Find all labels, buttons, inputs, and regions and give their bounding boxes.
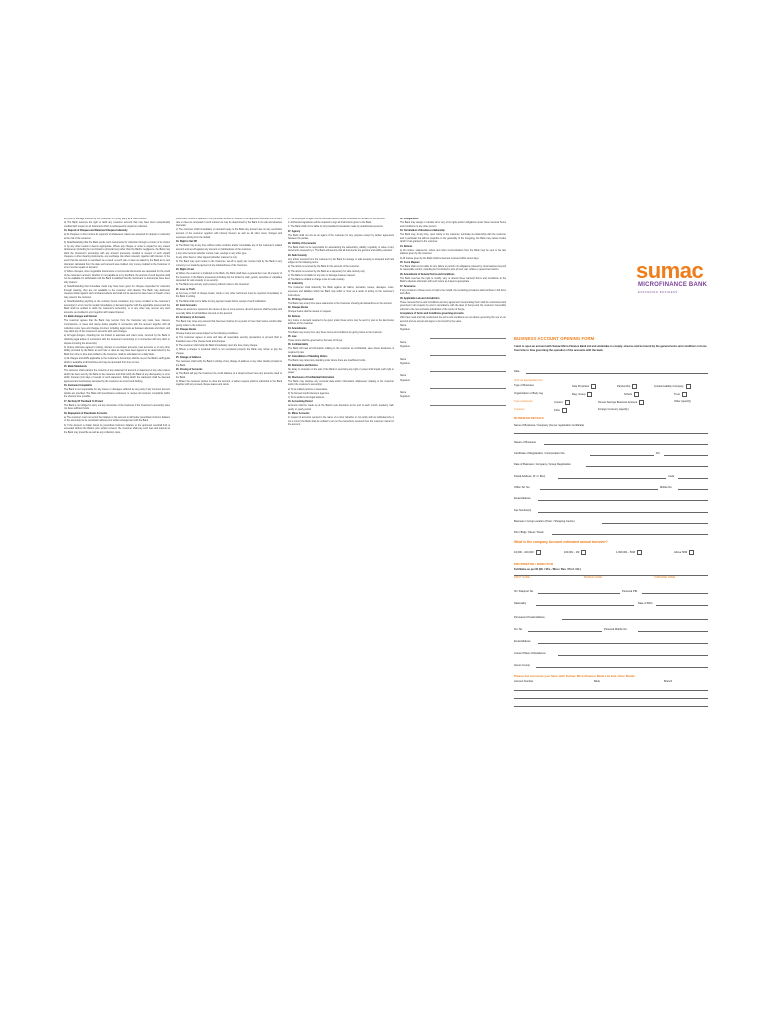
signature-line[interactable] [430,368,506,372]
terms-paragraph: 17. No Duty Of The Bank To Protect [64,400,104,403]
business-name-field[interactable] [514,433,708,434]
certificate-field[interactable] [590,455,654,456]
form-title: BUSINESS ACCOUNT OPENING FORM [514,336,595,341]
terms-paragraph: a) Any loss or theft of cheque books, cards or any other instrument must be reported immediately to the Bank in writing. [176,292,282,299]
terms-paragraph: The Bank may, at any time, upon notice to the customer, terminate its relationship with the customer and in particular but without prejudice to the generality of the foregoing, the Bank may cancel credits which it has granted to the customer. [400,234,506,244]
terms-paragraph: The Bank is not responsible for any losses or damages suffered by any party if any incorrect account details are provided. The Bank will nevertheless endeavour to resolve all customer complaints within the shortest time possible. [64,389,170,399]
office-tel-label: Office Tel. No. [514,486,531,489]
terms-paragraph: Signature [400,396,410,399]
tel-label: Tel. No. [514,628,523,631]
terms-paragraph: In respect of accounts opened in the name of a minor (whether or not jointly with an individual who is not a minor) the Bank shall be entitled to act on the instructions received from the customer named in the account. [288,417,394,427]
nationality-field[interactable] [536,605,634,606]
terms-paragraph: Signature [400,329,410,332]
plot-field[interactable] [552,534,708,535]
tel-field[interactable] [528,631,602,632]
terms-paragraph: The Bank may at any time issue statements to the Customer showing all transactions on the account. [288,302,393,305]
terms-paragraph: These General Terms and Conditions and any agreement incorporating them shall be constructed and governed in all respects by and in accordance with the laws of Kenya and the customer irrevocably submits to the non-exclusive jurisdiction of the courts of Kenya. [400,301,506,311]
checkbox[interactable] [689,550,694,555]
terms-paragraph: The Bank shall not be responsible for ascertaining the authenticity, validity, regularity or value of any documents received by it. The Bank will assume that all documents are genuine and validly executed. [288,246,394,253]
signature-line[interactable] [430,385,506,389]
branch-label: Branch [664,680,673,683]
terms-paragraph: 39. Disclosure of Confidential Information [288,376,335,379]
checkbox[interactable] [581,550,586,555]
checkbox[interactable] [639,400,644,405]
turnover-opt-4[interactable]: Above 50M [674,550,694,555]
terms-paragraph: 15. Bank Statements [64,365,87,368]
type-business-label: Type of Business [514,384,534,387]
terms-paragraph: Cheque books shall be issued on request. [288,311,332,314]
checkbox[interactable] [562,408,567,413]
terms-paragraph: 20. Right of Lien [176,268,195,271]
mobile-label: Mobile No. [660,486,673,489]
sumac-logo [636,260,708,302]
mobile-field[interactable] [678,489,708,490]
terms-paragraph: Name [400,358,407,361]
terms-paragraph: c) The customer shall immediately on demand repay to the Bank any amount due on any overdrawn account of the customer together with interest thereon as well as all other costs, charges and expenses arising from the default. [176,229,282,239]
terms-paragraph: a) The article is received by the Bank for the account of the customer. [288,266,360,269]
surname-label: SURNAME NAME [654,576,676,579]
terms-paragraph: These terms shall be governed by the laws of Kenya. [288,340,343,343]
turnover-opt-1[interactable]: 10,000 - 100,000 [514,550,541,555]
terms-paragraph: 37. Cancellation of Standing Orders [288,356,328,359]
type-business-row [514,384,534,387]
passport-field[interactable] [538,593,620,594]
terms-paragraph: b) The Bank shall not be liable for any payment made before receipt of such notification. [176,300,267,303]
terms-paragraph: 35. Law [288,335,297,338]
opt-partnership[interactable]: Partnership [617,384,637,389]
terms-paragraph: c) Where cheques, other negotiable instruments or commercial documents are deposited for the credit of the customer's account, whether or not payable at or by the Bank, the amount of such deposits shall not be available for withdrawal until the Bank is satisfied that the instrument or documents have been duly cleared. [64,271,170,285]
checkbox[interactable] [565,400,570,405]
terms-paragraph: 21. Loss or Theft [176,288,195,291]
postal-field[interactable] [558,478,666,479]
account-number-label: Account Number [514,680,534,683]
terms-paragraph: 48. Applicable Law and Jurisdiction [400,297,440,300]
code-label: Code [668,475,675,478]
terms-paragraph: 22. Joint Accounts [176,304,197,307]
terms-paragraph: 34. Amendments [288,327,307,330]
terms-paragraph: 44. Notices [400,245,413,248]
email-field[interactable] [538,500,708,501]
org-label: Organization or Body reg [514,392,543,395]
terms-paragraph: d) Notwithstanding that immediate credit may have been given for cheques deposited for collection through clearing, they are not available to the customer until cleared. The Bank may dishonour cheques drawn against such uncleared effects and shall not be deemed to have been in breach of any duty owed to the customer. [64,286,170,300]
opt-trust[interactable]: Trust [674,392,687,397]
terms-paragraph: 27. Agency [288,230,301,233]
form-intro: I wish to open an account with Sumac Micro-Finance Bank Ltd and undertake to comply, observe and be bound by the general terms and conditions in force from time to time governing the operation of the accounts with the bank. [514,345,707,352]
bank-label: Bank [594,680,600,683]
terms-paragraph: 13. Deposit of Cheques and Returned Cheques Indemnity [64,229,128,232]
terms-paragraph: b) The customer shall notify the Bank immediately upon the loss of any cheque. [176,344,258,347]
terms-paragraph: d) The Bank is entitled to charge a fee for safe custody. [288,279,345,282]
terms-paragraph: 41. Minor Accounts [288,413,310,416]
terms-column-3 [288,218,394,429]
document-page [62,218,710,810]
plot-label: Plot / Bldg / Street / Road [514,531,544,534]
email2-label: Email Address [514,640,531,643]
currency-label: Currency [514,408,525,411]
checkbox[interactable] [632,384,637,389]
signature-line[interactable] [430,402,506,406]
terms-paragraph: any loss or damage suffered by the Customer or by any party as a result thereof. [64,218,148,220]
terms-paragraph: 47. Severance [400,285,416,288]
terms-paragraph: b) Notwithstanding that the Bank sends such instruments for collection through a courier of its choice or by any other means it deems appropriate. Where any cheque or order is unpaid for any reason whatsoever (including but not limited to physical loss) other than the Bank's negligence, the Bank may debit the Customer's account(s) with any amount previously credited in respect of such unpaid cheques or other clearing instruments, any exchange risk where relevant, together with interest, in the event that the account is overdrawn as a result, at such rate or rates as stated by the Bank at its sole discretion calculated from the date such amount was credited. Any money credited to the Customer in error must be repaid on demand. [64,241,170,270]
dob-label: Date of Birth [638,602,653,605]
terms-column-4 [400,218,506,409]
terms-paragraph: Signature [400,346,410,349]
pin-field[interactable] [664,455,708,456]
date-field[interactable] [526,373,708,374]
email2-field[interactable] [538,643,708,644]
terms-paragraph: 42. Assignments [400,218,419,220]
location-field[interactable] [602,523,708,524]
terms-paragraph: Accounts shall be made up at the Bank's sole discretion at the end of each month, quarterly, half-yearly or yearly period. [288,405,394,411]
certificate-label: Certificate of Registration / Incorporation No. [514,452,566,455]
home-county-label: Home County [514,664,530,667]
terms-paragraph: b) Where the customer wishes to close the account, a written request shall be submitted to the Bank together with any unused cheque leaves and cards. [176,380,282,387]
terms-paragraph: c) All charges and tariffs applicable to the Customer's Account(s) shall be as per the Bank's tariff guide which is available at all branches and may be amended from time to time. [64,358,170,364]
terms-paragraph: The Bank is not obliged to carry out any instruction of the Customer if the Customer's account(s) does not have sufficient funds. [64,404,170,411]
terms-paragraph: The Bank may disclose any personal data and/or information whatsoever relating to the customer and/or the customer's account(s): [288,380,394,387]
office-tel-field[interactable] [540,489,658,490]
business-name-label: Name of Business / Company (As per registration Certificate) [514,424,585,427]
terms-paragraph: Where an account is opened in the names of two or more persons, all such persons shall be jointly and severally liable for all liabilities incurred on the account. [176,308,282,315]
terms-paragraph: Name [400,341,407,344]
terms-paragraph: Cheque books are issued subject to the following conditions: [176,332,239,335]
date-row [514,370,519,373]
turnover-question: What is the company Account estimated annual turnover? [514,540,608,544]
personal-pin-field[interactable] [642,593,708,594]
opt-foreign[interactable]: Foreign Currency (specify) [598,408,629,411]
terms-paragraph: Name [400,325,407,328]
logo-word: sumac [636,258,704,283]
terms-paragraph: a) All notices, statements, orders and other communication from the Bank may be sent to the last address given by the customer. [400,249,506,256]
terms-paragraph: Any notice or demand required to be given under these terms may be sent by post to the last known address of the customer. [288,319,394,326]
terms-paragraph: The Bank may cancel any standing order where there are insufficient funds. [288,360,366,363]
terms-paragraph: b) If the Account is drawn below its prescribed minimum balance or the approved overdraft limit is exceeded without the Bank's prior written consent, the customer shall pay such fees and interest as the Bank may prescribe as well as any collection costs. [64,424,170,434]
terms-paragraph: b) The Bank may sell any such property without notice to the Customer. [176,284,250,287]
terms-paragraph: 16. Customer Complaints [64,385,93,388]
terms-paragraph: 18. Repayment of Overdrawn Accounts [64,412,108,415]
opt-reg-group[interactable]: Reg. Group [572,392,592,397]
turnover-opt-2[interactable]: 100,001 - 1M [564,550,586,555]
terms-paragraph: 2. Authorised signatories will be required to sign all instructions given to the Bank. [288,222,372,225]
terms-paragraph: 3. The Bank shall not be liable for any fraudulent transaction made by unauthorised persons. [288,226,384,229]
terms-paragraph: prescribed minimum balance or the particular amount in excess of the approved overdraft limit at such rate or rates as computed in such manner as may be determined by the Bank in its sole and absolute discretion. [176,218,282,228]
location-label: Business / Group Location (Town / Shopping Centre) [514,520,575,523]
opt-school[interactable]: School [624,392,639,397]
other-bank-row-3[interactable] [514,706,708,707]
other-bank-row-1[interactable] [514,690,708,691]
residence-field[interactable] [558,655,708,656]
email-label: Email Address [514,497,531,500]
terms-paragraph: c) Where a cheque is tendered which is not completed properly the Bank may refuse to pay the cheque. [176,349,282,355]
checkbox[interactable] [591,384,596,389]
terms-paragraph: I/We have read and fully understood the terms and conditions set out above governing the use of our account and we accept and agree to be bound by the same. [400,317,506,323]
terms-paragraph: a) To its related persons or associates. [288,388,328,391]
terms-paragraph: Signature [400,379,410,382]
code-field[interactable] [678,478,708,479]
terms-paragraph: 14. Bank charges and Interest [64,316,97,319]
personal-pin-label: Personal PIN [622,590,638,593]
terms-paragraph: 40. Accounting Period [288,401,313,404]
terms-paragraph: 36. Confidentiality [288,344,309,347]
first-name-label: FIRST NAME [514,576,530,579]
terms-paragraph: a) Where the customer is indebted to the Bank, the Bank shall have a general lien over all property of the Customer in the Bank's possession including but not limited to cash, goods, securities or valuables deposited for safe custody or as security. [176,273,282,283]
other-banks-header: Please list accounts you have with Sumac Microfinance Bank Ltd and other Banks [514,674,636,678]
terms-paragraph: The Bank may assign or transfer all or any of its rights and/or obligations under these General Terms and Conditions to any other person. [400,222,506,228]
terms-paragraph: b) All notices given by the Bank shall be deemed received within seven days. [400,257,480,260]
terms-paragraph: The Customer shall indemnify the Bank against all claims, demands, losses, damages, costs, expenses and liabilities which the Bank may suffer or incur as a result of acting on the customer's instructions. [288,287,394,297]
opt-kshs[interactable]: Kshs [554,408,567,413]
checkbox[interactable] [682,392,687,397]
permanent-postal-field[interactable] [562,619,708,620]
other-bank-row-2[interactable] [514,698,708,699]
terms-paragraph: Name [400,392,407,395]
terms-paragraph: a) All cheques or other orders for payment of whatsoever nature are accepted for deposit or collection at the risk of the customer. [64,234,170,240]
terms-paragraph: 30. Indemnity [288,283,303,286]
type-account-label: Type of Account [514,400,533,403]
opt-other-account[interactable]: Other (specify) [674,400,692,403]
terms-paragraph: c) To its auditors and legal advisors. [288,396,325,399]
terms-paragraph: 33. Notices [288,315,301,318]
personal-mobile-label: Personal Mobile No. [604,628,628,631]
terms-column-2 [176,218,282,389]
terms-paragraph: a) The Customer agrees to store and take all reasonable security precautions to prevent theft or fraudulent use of the cheque book and cheques. [176,337,282,343]
terms-paragraph: c) The Bank is not liable for any loss or damage however caused. [288,274,356,277]
dob-field[interactable] [656,605,708,606]
terms-paragraph: e) Notwithstanding anything to the contrary herein contained, any money credited to the customer's account(s) in error must be repaid immediately on demand together with the applicable interest and the Bank shall be entitled to debit the customer's account(s), or in any other way recover any such amounts, as credited in error together with related interest. [64,301,170,314]
signature-line[interactable] [430,335,506,339]
terms-paragraph: 38. Reminders and Notices [288,364,318,367]
date-registration-label: Date of Business / Company / Group Registration [514,463,571,466]
terms-paragraph: 32. Cheque Books [288,307,309,310]
terms-paragraph: 1. The employee or agent will be identified before he/she is allowed to transact on the account. [288,218,386,220]
terms-paragraph: ii) any other fixed or other deposit (whether matured or not). [176,256,238,259]
terms-paragraph: Name [400,375,407,378]
terms-paragraph: 46. Amendment of General Terms and Conditions [400,273,455,276]
nature-label: Nature of Business [514,441,536,444]
opt-current[interactable]: Current [554,400,570,405]
terms-paragraph: If any provision of these terms is held to be invalid, the remaining provisions shall continue in full force and effect. [400,289,506,296]
terms-paragraph: The Bank reserves the right to modify, vary or amend these General Terms and Conditions at the Bank's absolute discretion with such notice as it deems appropriate. [400,277,506,284]
full-names-label: Full Name as per ID (Mr. / Mrs. / Miss / Rev. / Prof. / Dr.) [514,568,581,571]
proprietor-header: PROPRIETOR / DIRECTOR [514,562,554,566]
terms-paragraph: b) The Bank may upon notice to the Customer, set-off or apply any monies held by the Bank in any currency in or towards payment of any indebtedness of the Customer. [176,261,282,267]
nature-field[interactable] [544,444,708,445]
terms-paragraph: d) The Bank reserves the right to debit any customer account that may have been exceptionally credited with respect to an instrument which is subsequently unpaid on collection. [64,222,170,228]
terms-paragraph: i) any other account whether current, loan, savings or any other type. [176,252,247,255]
date-registration-field[interactable] [586,466,708,467]
terms-paragraph: No delay or omission on the part of the Bank in exercising any right or power shall impair such right or power. [288,368,394,375]
opt-llc[interactable]: Limited Liability Company [654,384,691,389]
terms-paragraph: The Bank shall not be liable for any failure to perform its obligations caused by circumstances beyond its reasonable control, including but not limited to acts of God, war, strikes or government action. [400,265,506,272]
terms-paragraph: Any article received from the customer by the Bank for storage or safe keeping is accepted and held subject to the following terms: [288,258,394,265]
fax-label: Fax Number(s) [514,509,532,512]
business-details-header: BUSINESS DETAILS [514,416,544,420]
signature-line[interactable] [430,352,506,356]
passport-label: ID / Passport No. [514,590,534,593]
account-opening-form [514,218,708,810]
terms-paragraph: b) To licensed credit reference agencies. [288,392,330,395]
pin-label: Pin [656,452,660,455]
terms-paragraph: The Bank may at any time vary these terms and conditions by giving notice to the customer. [288,331,383,334]
home-county-field[interactable] [536,667,708,668]
terms-paragraph: a) The Bank may at any time without notice combine and/or consolidate any of the customer's related account and set-off against any account or indebtedness of the customer. [176,244,282,251]
terms-column-1 [64,218,170,436]
logo-sub: MICROFINANCE BANK [638,282,708,288]
opt-savings[interactable]: Sumac Savings Business Account [598,400,644,405]
opt-sole[interactable]: Sole Proprietor [572,384,596,389]
terms-paragraph: The customer agrees that the Bank may recover from the Customer any costs, fees, interest, commissions, or taxes and stamp duties payable in connection with the account together with all collection costs, fees and charges incurred, including legal costs as between advocate and client, and may debit any of the Customer's accounts with such charges. [64,320,170,334]
terms-paragraph: 45. Force Majeure [400,261,420,264]
postal-label: Postal Address: (P. O. Box) [514,475,546,478]
full-names-field[interactable] [514,575,708,576]
terms-paragraph: b) The article is received by the Bank as a depository for safe custody only. [288,270,366,273]
residence-label: Current Place of Residence [514,652,546,655]
date-label: Date [514,370,520,373]
terms-paragraph: Signature [400,362,410,365]
terms-paragraph: 43. Termination of Business relationship [400,229,445,232]
terms-paragraph: The customer shall examine the contents of any statement of account or statement of any other nature which has been sent by the Bank to the customer and shall notify the Bank of any discrepancy or error within fourteen (14) days of receipt of such statement, failing which the statement shall be deemed approved and conclusively accepted by the customer as correct and binding. [64,370,170,383]
checkbox[interactable] [587,392,592,397]
checkbox[interactable] [536,550,541,555]
terms-paragraph: 29. Safe Custody [288,254,307,257]
terms-paragraph: a) The Bank will pay the Customer the credit balance of a closed account less any amounts owed to the Bank. [176,373,282,379]
terms-paragraph: 19. Right to Set Off [176,240,197,243]
logo-tag: EXPANDING BUSINESS [638,291,678,294]
terms-paragraph: 26. Closing of Accounts [176,368,203,371]
terms-paragraph: 24. Cheque Books [176,328,197,331]
terms-paragraph: The Bank may close any account that has been inactive for a period of more than twelve months after giving notice to the customer. [176,320,282,327]
checkbox[interactable] [637,550,642,555]
terms-paragraph: 23. Dormancy of Accounts [176,316,206,319]
terms-paragraph: a) All legal charges, including but not limited to advocate and client costs, incurred by the Bank in obtaining legal advice in connection with the Customer's account(s) or in connection with any claim or dispute involving the account(s). [64,335,170,345]
nationality-label: Nationality [514,602,527,605]
fax-field[interactable] [538,512,708,513]
personal-mobile-field[interactable] [638,631,708,632]
terms-paragraph: 31. Printing of Account [288,298,314,301]
checkbox[interactable] [634,392,639,397]
checkbox[interactable] [686,384,691,389]
permanent-postal-label: Permanent Postal Address [514,616,545,619]
middle-name-label: MIDDLE NAME [584,576,603,579]
turnover-opt-3[interactable]: 1,000,001 - 50M [616,550,642,555]
terms-paragraph: The customer shall notify the Bank in writing of any change of address or any other details provided to the Bank. [176,361,282,367]
terms-paragraph: 25. Change of Address [176,356,202,359]
terms-paragraph: The Bank will treat all information relating to the customer as confidential, save where disclosure is required by law. [288,348,394,355]
terms-paragraph: a) The customer must not permit the balance in the account to fall below prescribed minimum balance or the account(s) to be overdrawn without prior written arrangement with the Bank. [64,416,170,423]
terms-paragraph: b) Unless otherwise agreed in writing, interest on overdrawn accounts, loan accounts or on any other facility provided by the Bank, at such rate or rates as may have been agreed or as determined by the Bank from time to time and notified to the Customer, shall be calculated on a daily basis. [64,346,170,356]
terms-paragraph: The Bank shall not act as an agent of the customer for any purpose except by written agreement between the parties. [288,234,394,241]
tick-label: (Tick as appropriate box) [514,379,543,382]
terms-paragraph: Acceptance of Terms and Conditions governing accounts [400,313,464,316]
terms-paragraph: 28. Validity of Documents [288,242,317,245]
